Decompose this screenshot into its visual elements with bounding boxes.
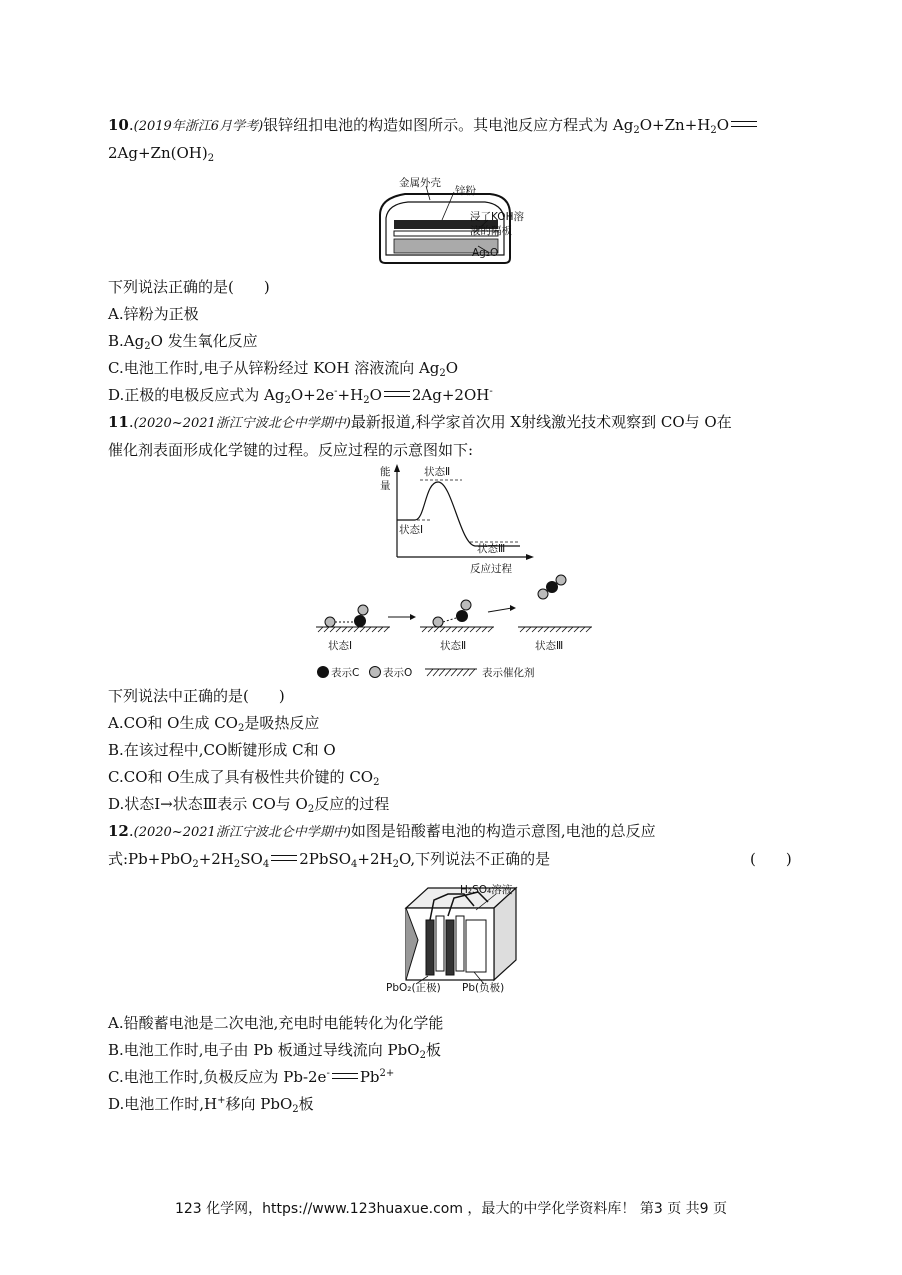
scene-state1: 状态Ⅰ <box>328 640 353 652</box>
q12-stem: 12.(2020~2021浙江宁波北仑中学期中)如图是铅酸蓄电池的构造示意图,电池的总反应 <box>108 822 656 840</box>
energy-ylabel-2: 量 <box>380 480 391 492</box>
energy-state3: 状态Ⅲ <box>477 543 506 555</box>
energy-diagram <box>370 462 540 577</box>
q12-option-b: B.电池工作时,电子由 Pb 板通过导线流向 PbO$_2$板 <box>108 1041 441 1061</box>
energy-state2: 状态Ⅱ <box>424 466 451 478</box>
legend-c-dot <box>316 665 330 679</box>
energy-ylabel-1: 能 <box>380 466 391 478</box>
q12-option-c: C.电池工作时,负极反应为 Pb-2e- $Pb^{2+}$ <box>108 1068 395 1086</box>
q10-option-c: C.电池工作时,电子从锌粉经过 KOH 溶液流向 $Ag_2O$ <box>108 359 459 379</box>
label-ag2o: Ag₂O <box>472 247 499 259</box>
scene-state3: 状态Ⅲ <box>535 640 564 652</box>
q10-stem: 10.(2019年浙江6月学考)银锌纽扣电池的构造如图所示。其电池反应方程式为 $Ag_2O+Zn+H_2O$ <box>108 114 759 138</box>
label-pbo2: PbO₂(正极) <box>386 982 441 994</box>
q10-prompt: 下列说法正确的是( ) <box>108 278 270 296</box>
q12-option-d: D.电池工作时,H+移向 PbO$_2$板 <box>108 1095 314 1115</box>
energy-xlabel: 反应过程 <box>470 563 512 575</box>
q10-option-a: A.锌粉为正极 <box>108 305 199 323</box>
q12-stem-cont: 式$:Pb+PbO_2+2H_2SO_4$ $2PbSO_4+2H_2O$,下列说法不正确的是 <box>108 850 551 870</box>
legend-catalyst-hatch <box>425 666 477 678</box>
q11-stem: 11.(2020~2021浙江宁波北仑中学期中)最新报道,科学家首次用 X射线激光技术观察到 CO与 O在 <box>108 413 732 431</box>
q11-option-c: C.CO和 O生成了具有极性共价键的 $CO_2$ <box>108 768 380 788</box>
legend-o-dot <box>368 665 382 679</box>
energy-state1: 状态Ⅰ <box>399 524 424 536</box>
q11-prompt: 下列说法中正确的是( ) <box>108 687 285 705</box>
label-zinc: 锌粉 <box>455 185 476 197</box>
label-sep1: 浸了KOH溶 <box>470 211 524 223</box>
q10-stem-cont: $2Ag+Zn(OH)_2$ <box>108 144 215 164</box>
q11-option-a: A.CO和 O生成 $CO_2$是吸热反应 <box>108 714 320 734</box>
page-footer: 123 化学网，https://www.123huaxue.com ，最大的中学化学资料库！ 第3 页 共9 页 <box>174 1201 728 1217</box>
q11-option-b: B.在该过程中,CO断键形成 C和 O <box>108 741 336 759</box>
label-shell: 金属外壳 <box>399 177 441 189</box>
label-sep2: 液的隔板 <box>470 225 512 237</box>
q12-option-a: A.铅酸蓄电池是二次电池,充电时电能转化为化学能 <box>108 1014 444 1032</box>
q11-stem-cont: 催化剂表面形成化学键的过程。反应过程的示意图如下: <box>108 441 474 459</box>
q10-option-b: $B.Ag_2O$ 发生氧化反应 <box>108 332 258 352</box>
legend-catalyst: 表示催化剂 <box>482 667 535 679</box>
legend-c: 表示C <box>331 667 360 679</box>
q12-answer-paren: ( ) <box>750 850 792 868</box>
label-acid: H₂SO₄溶液 <box>460 884 513 896</box>
q10-option-d: D.正极的电极反应式为 $Ag_2O+2e^-+H_2O$ 2Ag+2OH- <box>108 386 493 406</box>
scene-state2: 状态Ⅱ <box>440 640 467 652</box>
label-pb: Pb(负极) <box>462 982 505 994</box>
q11-option-d: D.状态Ⅰ→状态Ⅲ表示 CO与 $O_2$反应的过程 <box>108 795 390 815</box>
legend-o: 表示O <box>383 667 413 679</box>
